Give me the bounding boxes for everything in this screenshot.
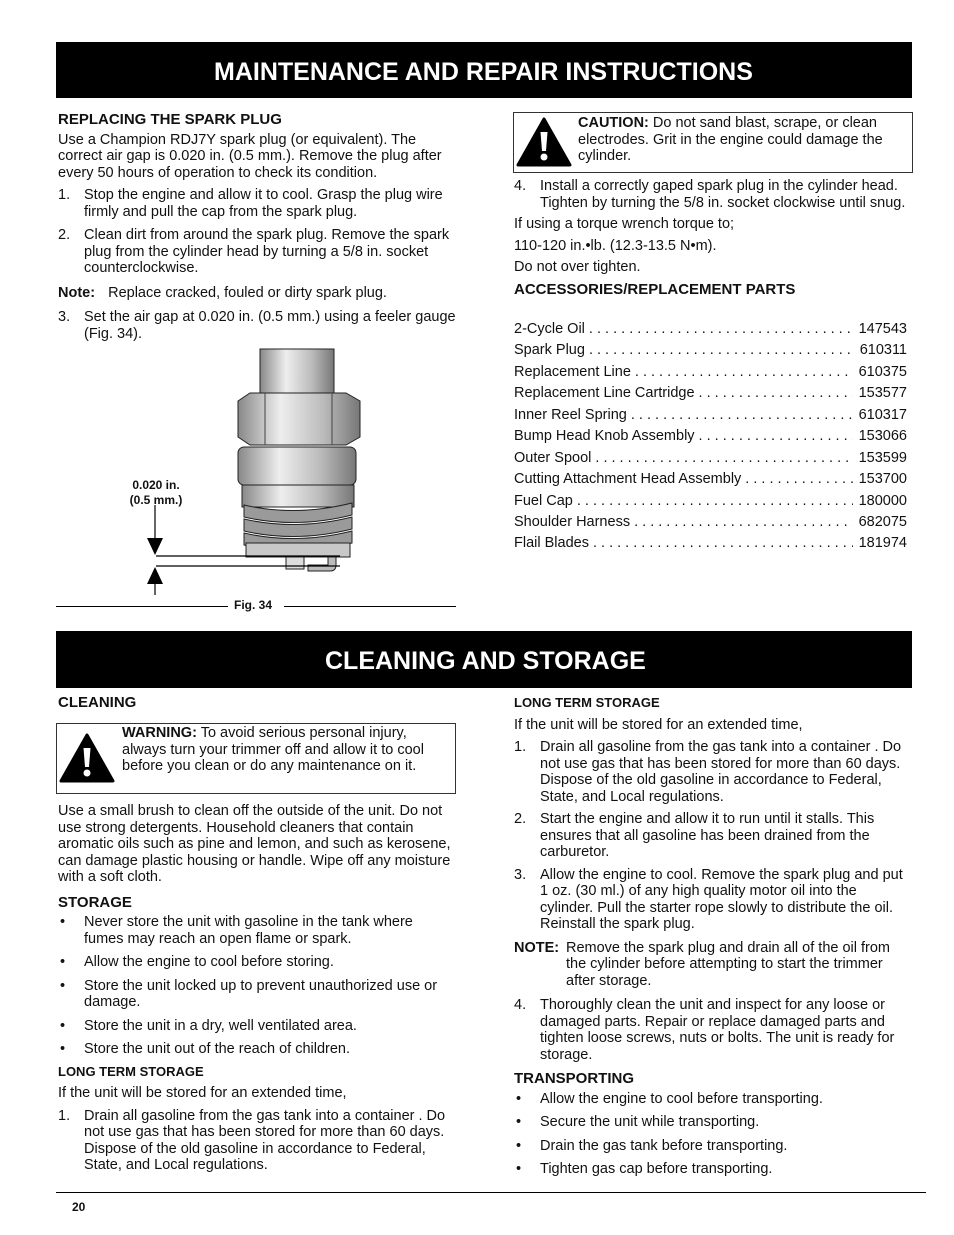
- long-term-storage-heading: LONG TERM STORAGE: [58, 1063, 204, 1079]
- list-item: [58, 914, 454, 947]
- list-item: [514, 385, 907, 406]
- list-item: [58, 309, 458, 342]
- long-term-storage-intro: If the unit will be stored for an extended time,: [514, 716, 803, 733]
- spark-plug-intro: Use a Champion RDJ7Y spark plug (or equivalent). The correct air gap is 0.020 in. (0.5 mm.). Remove the plug after every 50 hours of operation to check its condition.: [58, 131, 442, 181]
- step-text: Clean dirt from around the spark plug. Remove the spark plug from the cylinder head by turning a 5/8 in. socket counterclockwise.: [84, 227, 450, 276]
- part-number: 180000: [858, 492, 907, 509]
- step-number: 2.: [58, 227, 71, 243]
- section-banner-maintenance: [56, 42, 912, 98]
- cleaning-heading: CLEANING: [58, 694, 137, 711]
- list-item: [514, 867, 912, 933]
- list-item: [58, 954, 454, 971]
- step-text: Stop the engine and allow it to cool. Grasp the plug wire firmly and pull the cap from the spark plug.: [84, 187, 443, 220]
- part-name: Inner Reel Spring: [514, 406, 627, 423]
- list-item: [514, 535, 907, 556]
- caution-body: Do not sand blast, scrape, or clean electrodes. Grit in the engine could damage the cylinder.: [578, 115, 883, 164]
- warning-box: [56, 723, 456, 794]
- part-name: Replacement Line: [514, 363, 631, 380]
- storage-section: [58, 803, 454, 1174]
- spark-plug-section: [58, 112, 458, 342]
- note-label: Note:: [58, 284, 96, 301]
- bullet-text: Store the unit in a dry, well ventilated area.: [84, 1017, 357, 1034]
- part-name: 2-Cycle Oil: [514, 321, 585, 337]
- part-name: Shoulder Harness: [514, 513, 631, 530]
- torque-line-1: If using a torque wrench torque to;: [514, 216, 735, 232]
- bullet-text: Drain the gas tank before transporting.: [540, 1137, 788, 1154]
- note-text: Replace cracked, fouled or dirty spark plug.: [108, 284, 387, 301]
- step-number: 4.: [514, 178, 527, 194]
- bullet: •: [516, 1137, 522, 1154]
- spark-plug-figure: [100, 345, 460, 600]
- step-text: Drain all gasoline from the gas tank into a container . Do not use gas that has been stored for more than 60 days. Dispose of the old gasoline in accordance to Federal, State, and Local regulations.: [84, 1107, 446, 1173]
- install-section: [514, 178, 910, 298]
- bullet-text: Store the unit out of the reach of children.: [84, 1041, 350, 1057]
- list-item: [514, 997, 912, 1063]
- insulator: [260, 349, 334, 399]
- part-number: 682075: [858, 513, 907, 530]
- list-item: [514, 450, 907, 471]
- part-number: 153599: [858, 449, 907, 466]
- section-banner-cleaning: [56, 631, 912, 688]
- part-name: Flail Blades: [514, 535, 589, 552]
- list-item: [514, 471, 907, 492]
- page-number: 20: [72, 1200, 86, 1214]
- parts-list: [514, 321, 907, 557]
- center-electrode: [286, 557, 304, 569]
- step-number: 1.: [58, 187, 71, 203]
- gap-label: [116, 478, 196, 508]
- part-number: 610317: [858, 406, 907, 423]
- list-item: [58, 1041, 454, 1058]
- spark-plug-heading: REPLACING THE SPARK PLUG: [58, 111, 282, 128]
- step-number: 3.: [58, 309, 71, 325]
- storage-heading: STORAGE: [58, 893, 132, 911]
- list-item: [58, 1018, 454, 1035]
- bullet: •: [60, 1041, 66, 1057]
- part-name: Replacement Line Cartridge: [514, 385, 695, 402]
- gap-arrow-down: [147, 538, 163, 555]
- part-name: Fuel Cap: [514, 492, 573, 509]
- list-item: [514, 514, 907, 535]
- part-name: Outer Spool: [514, 449, 592, 466]
- bullet: •: [60, 1017, 66, 1034]
- bullet-text: Allow the engine to cool before transporting.: [540, 1090, 823, 1107]
- step-text: Start the engine and allow it to run until it stalls. This ensures that all gasoline has been drained from the carburetor.: [540, 811, 875, 860]
- warning-text: [122, 725, 452, 775]
- step-text: Thoroughly clean the unit and inspect for any loose or damaged parts. Repair or replace damaged parts and tighten loose screws, nuts or bolts. The unit is ready for storage.: [540, 997, 895, 1063]
- list-item: [514, 1091, 912, 1108]
- torque-line-2: 110-120 in.•lb. (12.3-13.5 N•m).: [514, 237, 717, 254]
- list-item: [514, 428, 907, 449]
- footer-rule: [56, 1192, 926, 1193]
- list-item: [58, 978, 454, 1011]
- list-item: [58, 187, 458, 220]
- warning-triangle-icon: [59, 732, 115, 784]
- note-text: Remove the spark plug and drain all of the oil from the cylinder before attempting to start the trimmer after storage.: [566, 939, 891, 989]
- shell: [238, 447, 356, 485]
- list-item: [58, 1108, 454, 1174]
- list-item: [514, 1161, 912, 1178]
- step-text: Allow the engine to cool. Remove the spark plug and put 1 oz. (30 ml.) of any high quality motor oil into the cylinder. Pull the starter rope slowly to distribute the oil. Reinstall the spark plug.: [540, 866, 903, 932]
- step-text: Drain all gasoline from the gas tank into a container . Do not use gas that has been stored for more than 60 days. Dispose of the old gasoline in accordance to Federal, State, and Local regulations.: [540, 739, 902, 805]
- transporting-heading: TRANSPORTING: [514, 1070, 634, 1087]
- warning-label: WARNING:: [122, 725, 197, 741]
- part-number: 610375: [858, 363, 907, 380]
- list-item: [514, 407, 907, 428]
- bullet-text: Never store the unit with gasoline in the tank where fumes may reach an open flame or spark.: [84, 914, 413, 947]
- part-name: Cutting Attachment Head Assembly: [514, 471, 742, 488]
- figure-caption-rule-left: [56, 606, 228, 607]
- step-text: Install a correctly gaped spark plug in the cylinder head. Tighten by turning the 5/8 in. socket clockwise until snug.: [540, 178, 906, 211]
- bullet-text: Store the unit locked up to prevent unauthorized use or damage.: [84, 977, 438, 1010]
- bullet-text: Allow the engine to cool before storing.: [84, 954, 334, 970]
- cleaning-text: Use a small brush to clean off the outside of the unit. Do not use strong detergents. Household cleaners that contain aromatic oils such as pine and lemon, and such as kerosene, can damage plastic housing or handle. Wipe off any moisture with a soft cloth.: [58, 803, 451, 885]
- step-number: 1.: [514, 739, 527, 755]
- list-item: [514, 321, 907, 342]
- bullet-text: Tighten gas cap before transporting.: [540, 1161, 773, 1177]
- part-number: 147543: [858, 321, 907, 337]
- gap-label-in: 0.020 in.: [132, 478, 180, 492]
- bullet: •: [60, 914, 66, 930]
- step-number: 4.: [514, 997, 527, 1013]
- list-item: [514, 1114, 912, 1131]
- part-name: Bump Head Knob Assembly: [514, 428, 695, 445]
- list-item: [514, 811, 912, 861]
- caution-text: [578, 115, 898, 165]
- step-number: 1.: [58, 1107, 71, 1124]
- part-number: 153066: [858, 428, 907, 445]
- bullet: •: [60, 977, 66, 994]
- part-number: 181974: [858, 535, 907, 552]
- list-item: [514, 178, 910, 211]
- bullet: •: [516, 1161, 522, 1177]
- warning-triangle-icon: [516, 116, 572, 168]
- gap-label-mm: (0.5 mm.): [129, 493, 183, 507]
- list-item: [514, 493, 907, 514]
- section-title-maintenance: MAINTENANCE AND REPAIR INSTRUCTIONS: [214, 58, 753, 86]
- ground-electrode: [308, 557, 336, 571]
- step-number: 3.: [514, 866, 527, 883]
- long-term-note: [514, 940, 912, 990]
- warning-body: To avoid serious personal injury, always turn your trimmer off and allow it to cool before you clean or do any maintenance on it.: [122, 725, 424, 774]
- figure-caption: Fig. 34: [234, 598, 273, 612]
- long-term-storage-heading: LONG TERM STORAGE: [514, 695, 660, 710]
- accessories-heading: ACCESSORIES/REPLACEMENT PARTS: [514, 280, 796, 298]
- hex-nut: [238, 393, 360, 445]
- note-label: NOTE:: [514, 939, 560, 956]
- bullet-text: Secure the unit while transporting.: [540, 1114, 760, 1130]
- list-item: [514, 739, 912, 805]
- list-item: [58, 227, 458, 277]
- bullet: •: [516, 1090, 522, 1107]
- figure-caption-rule-right: [284, 606, 456, 607]
- long-term-storage-intro: If the unit will be stored for an extended time,: [58, 1085, 347, 1101]
- bullet: •: [60, 954, 66, 970]
- step-text: Set the air gap at 0.020 in. (0.5 mm.) using a feeler gauge (Fig. 34).: [84, 309, 456, 342]
- section-title-cleaning: CLEANING AND STORAGE: [325, 647, 646, 675]
- spark-note: [58, 285, 458, 302]
- part-number: 610311: [859, 342, 907, 359]
- caution-label: CAUTION:: [578, 115, 649, 131]
- caution-box: [513, 112, 913, 173]
- part-number: 153700: [858, 471, 907, 488]
- gap-arrow-up: [147, 567, 163, 584]
- torque-line-3: Do not over tighten.: [514, 259, 641, 275]
- part-number: 153577: [858, 385, 907, 402]
- list-item: [514, 364, 907, 385]
- list-item: [514, 1138, 912, 1155]
- bullet: •: [516, 1114, 522, 1130]
- part-name: Spark Plug: [514, 342, 585, 359]
- long-term-storage-section: [514, 695, 912, 1178]
- step-number: 2.: [514, 811, 527, 827]
- list-item: [514, 342, 907, 363]
